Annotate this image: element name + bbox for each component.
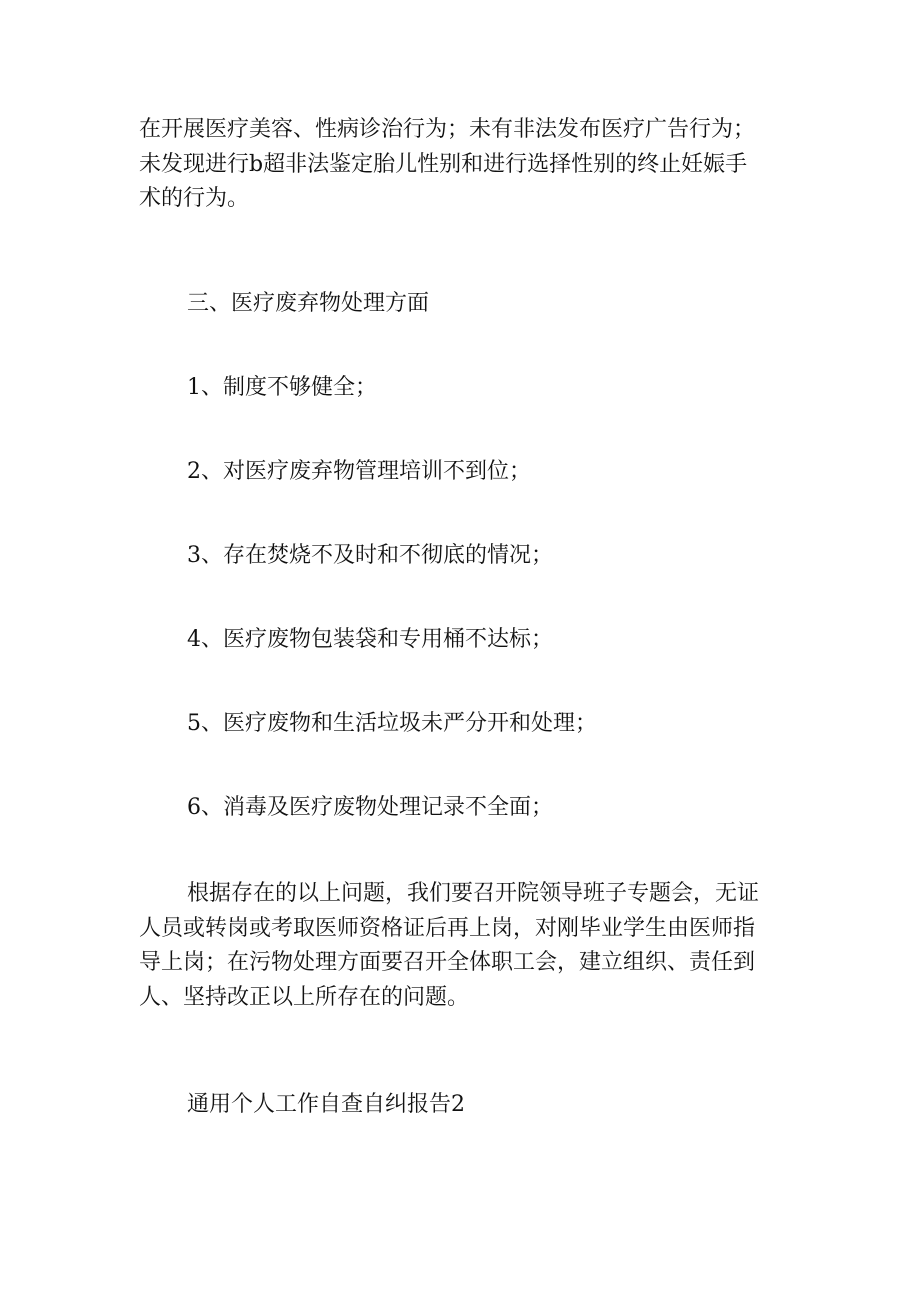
intro-line: 术的行为。 — [139, 186, 250, 211]
list-item: 1、制度不够健全； — [187, 375, 377, 400]
conclusion-line: 人、坚持改正以上所存在的问题。 — [139, 984, 470, 1010]
intro-line: 在开展医疗美容、性病诊治行为；未有非法发布医疗广告行为； — [139, 117, 756, 142]
list-item: 4、医疗废物包装袋和专用桶不达标； — [187, 627, 553, 652]
list-item: 2、对医疗废弃物管理培训不到位； — [187, 459, 531, 484]
list-item: 3、存在焚烧不及时和不彻底的情况； — [187, 543, 553, 568]
list-item: 6、消毒及医疗废物处理记录不全面； — [187, 795, 553, 820]
intro-line: 未发现进行b超非法鉴定胎儿性别和进行选择性别的终止妊娠手 — [139, 151, 748, 177]
conclusion-line: 根据存在的以上问题，我们要召开院领导班子专题会，无证 — [187, 881, 760, 906]
section-heading: 三、医疗废弃物处理方面 — [187, 291, 430, 316]
conclusion-paragraph — [139, 877, 799, 1015]
next-report-title: 通用个人工作自查自纠报告2 — [187, 1092, 465, 1117]
conclusion-line: 人员或转岗或考取医师资格证后再上岗，对刚毕业学生由医师指 — [139, 915, 756, 941]
intro-paragraph — [139, 113, 799, 217]
list-item: 5、医疗废物和生活垃圾未严分开和处理； — [187, 711, 597, 736]
conclusion-line: 导上岗；在污物处理方面要召开全体职工会，建立组织、责任到 — [139, 950, 756, 975]
